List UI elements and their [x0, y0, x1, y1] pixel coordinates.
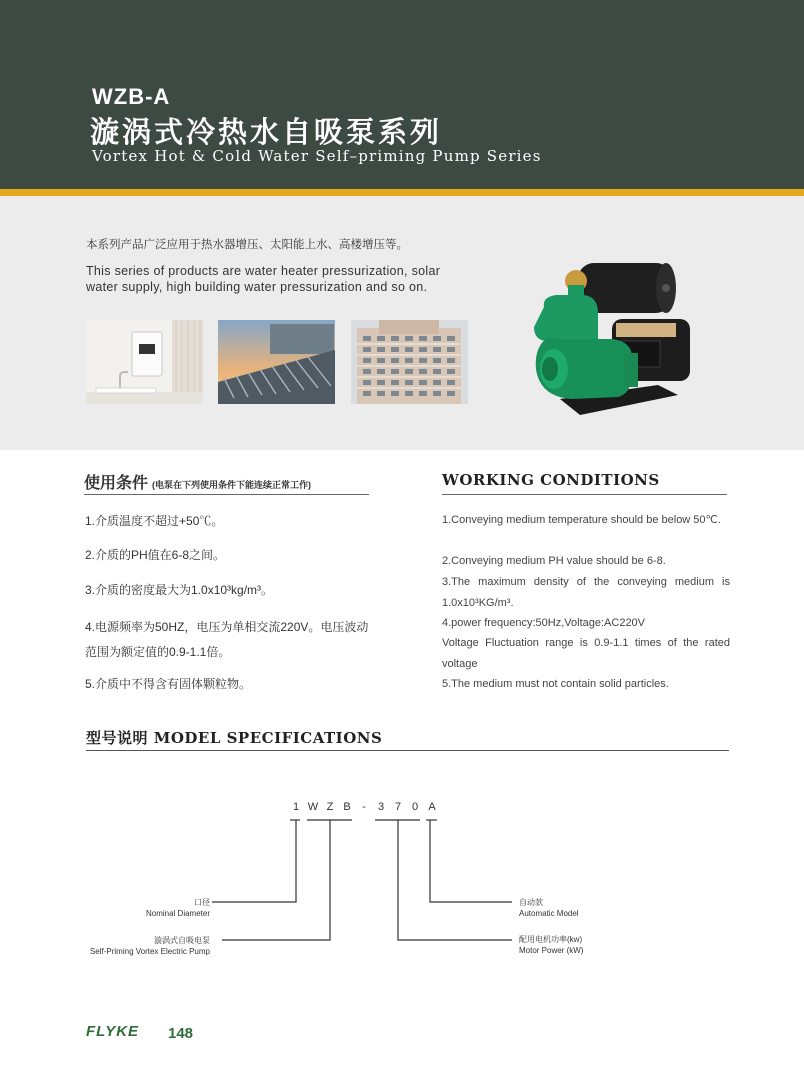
condition-cn-4: 4.电源频率为50HZ，电压为单相交流220V。电压波动范围为额定值的0.9-1.1倍。 [85, 620, 369, 659]
label-vortex-pump: 漩涡式自吸电泵 Self-Priming Vortex Electric Pump [89, 936, 210, 956]
model-code: WZB-A [92, 84, 171, 109]
working-conditions-title-en: WORKING CONDITIONS [442, 471, 660, 489]
page-title-en: Vortex Hot & Cold Water Self–priming Pump Series [92, 147, 542, 165]
intro-text-en: This series of products are water heater pressurization, solar water supply, high building water pressurization and so on. [86, 264, 441, 294]
working-conditions-note-cn: (电泵在下列使用条件下能连续正常工作) [152, 480, 312, 490]
model-code-char: B [343, 801, 351, 813]
model-code-char: W [307, 801, 319, 813]
condition-en-2: 2.Conveying medium PH value should be 6-8. [442, 555, 666, 567]
label-motor-power: 配用电机功率(kw) Motor Power (kW) [519, 935, 584, 955]
condition-en-4-voltage: Voltage Fluctuation range is 0.9-1.1 times of the rated voltage [442, 637, 730, 670]
condition-cn-1: 1.介质温度不超过+50℃。 [85, 514, 224, 528]
label-automatic-model: 自动款 Automatic Model [519, 898, 579, 918]
condition-cn-3: 3.介质的密度最大为1.0x10³kg/m³。 [85, 583, 274, 597]
condition-en-1: 1.Conveying medium temperature should be below 50℃. [442, 514, 721, 526]
condition-en-4: 4.power frequency:50Hz,Voltage:AC220V [442, 617, 646, 629]
model-code-char: 0 [411, 801, 419, 813]
model-code-char: A [428, 801, 436, 813]
model-code-char: 7 [394, 801, 402, 813]
model-code-char: - [362, 801, 366, 813]
condition-en-5: 5.The medium must not contain solid particles. [442, 678, 669, 690]
label-nominal-diameter: 口径 Nominal Diameter [145, 898, 210, 918]
intro-text-cn: 本系列产品广泛应用于热水器增压、太阳能上水、高楼增压等。 [86, 239, 408, 251]
brand-logo: FLYKE [86, 1023, 140, 1040]
condition-en-3: 3.The maximum density of the conveying medium is 1.0x10³KG/m³. [442, 576, 730, 609]
condition-cn-5: 5.介质中不得含有固体颗粒物。 [85, 677, 252, 691]
model-code-char: 1 [292, 801, 300, 813]
condition-cn-2: 2.介质的PH值在6-8之间。 [85, 548, 226, 562]
model-specifications-title: 型号说明 MODEL SPECIFICATIONS [86, 729, 383, 747]
page-title-cn: 漩涡式冷热水自吸泵系列 [90, 117, 443, 149]
working-conditions-title-cn: 使用条件 (电泵在下列使用条件下能连续正常工作) [84, 475, 312, 492]
model-code-char: Z [326, 801, 334, 813]
page-number: 148 [168, 1025, 194, 1042]
model-code-char: 3 [377, 801, 385, 813]
